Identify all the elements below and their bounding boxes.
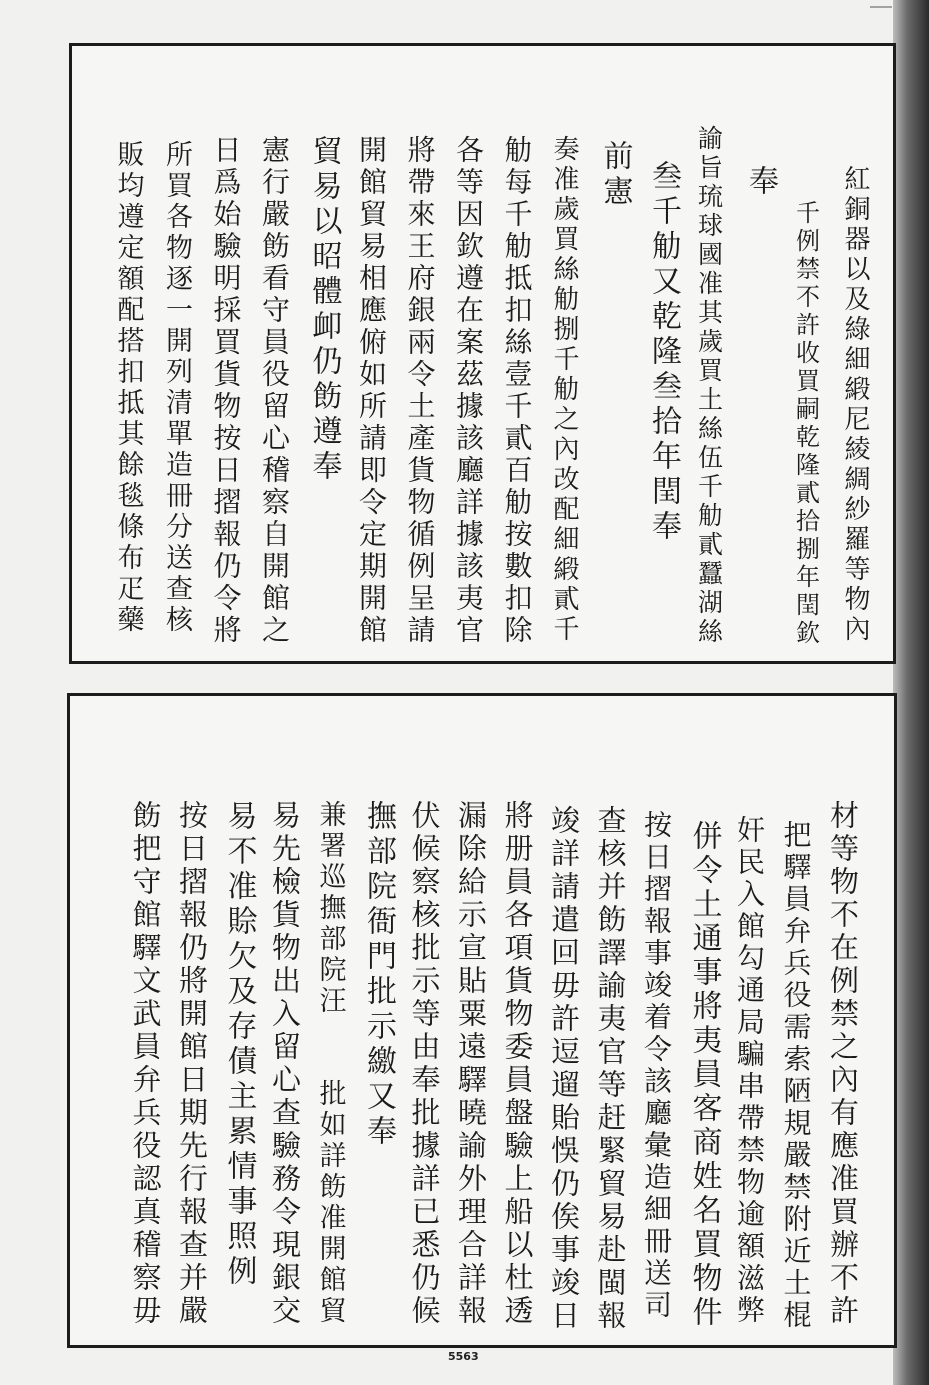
top-panel-column: 憲行嚴飭看守員役留心稽察自開館之 (258, 135, 291, 647)
top-panel-column: 所買各物逐一開列清單造冊分送查核 (161, 140, 192, 636)
bottom-panel-column: 把驛員弁兵役需索陋規嚴禁附近土棍 (779, 820, 813, 1332)
top-panel-column: 將帶來王府銀兩令土產貨物循例呈請 (403, 135, 437, 647)
top-panel-column: 千例禁不許收買嗣乾隆貳拾捌年閏欽 (791, 200, 820, 648)
top-panel-column: 諭旨琉球國准其歲買土絲伍千觔貳蠶湖絲 (694, 125, 724, 647)
bottom-panel-column: 材等物不在例禁之內有應准買辦不許 (826, 800, 860, 1328)
scan-mark (870, 6, 892, 22)
bottom-panel-column: 併令土通事將夷員客商姓名買物件 (686, 820, 722, 1330)
bottom-panel-column: 易不准賒欠及存債主累情事照例 (221, 800, 257, 1290)
bottom-panel-column: 將册員各項貨物委員盤驗上船以杜透 (500, 800, 535, 1328)
bottom-panel-column: 查核并飭譯諭夷官等赶緊貿易赴閩報 (593, 805, 628, 1333)
bottom-panel-column: 兼署巡撫部院汪 批如詳飭准開館貿 (314, 800, 346, 1327)
top-panel-column: 貿易以昭體卹仍飭遵奉 (306, 135, 342, 485)
bottom-panel-column: 奸民入館勾通局騙串帶禁物逾額滋弊 (733, 815, 766, 1327)
top-panel-column: 叁千觔又乾隆叁拾年閏奉 (646, 160, 681, 545)
page-number: 5563 (448, 1350, 479, 1363)
top-panel-column: 日爲始驗明採買貨物按日摺報仍令將 (209, 135, 243, 647)
top-panel-column: 觔每千觔抵扣絲壹千貳百觔按數扣除 (500, 135, 534, 647)
page-gutter-shadow (893, 0, 929, 1385)
top-panel-column: 開館貿易相應俯如所請即令定期開館 (355, 135, 388, 647)
top-panel-column: 紅銅器以及綠細緞尼綾綢紗羅等物內 (840, 165, 870, 645)
bottom-panel-column: 漏除給示宣貼粟遠驛曉諭外理合詳報 (454, 800, 488, 1328)
bottom-panel-column: 伏候察核批示等由奉批據詳已悉仍候 (407, 800, 442, 1328)
bottom-panel-column: 撫部院衙門批示繳又奉 (361, 800, 396, 1150)
bottom-panel-column: 按日摺報事竣着令該廳彙造細冊送司 (640, 810, 673, 1322)
bottom-panel-column: 竣詳請遣回毋許逗遛貽悞仍俟事竣日 (547, 805, 581, 1333)
bottom-panel-column: 易先檢貨物出入留心查驗務令現銀交 (268, 800, 302, 1328)
top-panel-column: 前憲 (597, 140, 633, 210)
bottom-panel-column: 飭把守館驛文武員弁兵役認真稽察毋 (128, 800, 163, 1328)
top-panel-column: 販均遵定額配搭扣抵其餘毯條布疋藥 (112, 140, 144, 636)
top-panel-column: 奉 (743, 165, 778, 200)
top-panel-column: 奏准歲買絲觔捌千觔之內改配細緞貳千 (549, 135, 579, 645)
top-panel-column: 各等因欽遵在案茲據該廳詳據該夷官 (452, 135, 485, 647)
bottom-panel-column: 按日摺報仍將開館日期先行報查并嚴 (175, 800, 209, 1328)
